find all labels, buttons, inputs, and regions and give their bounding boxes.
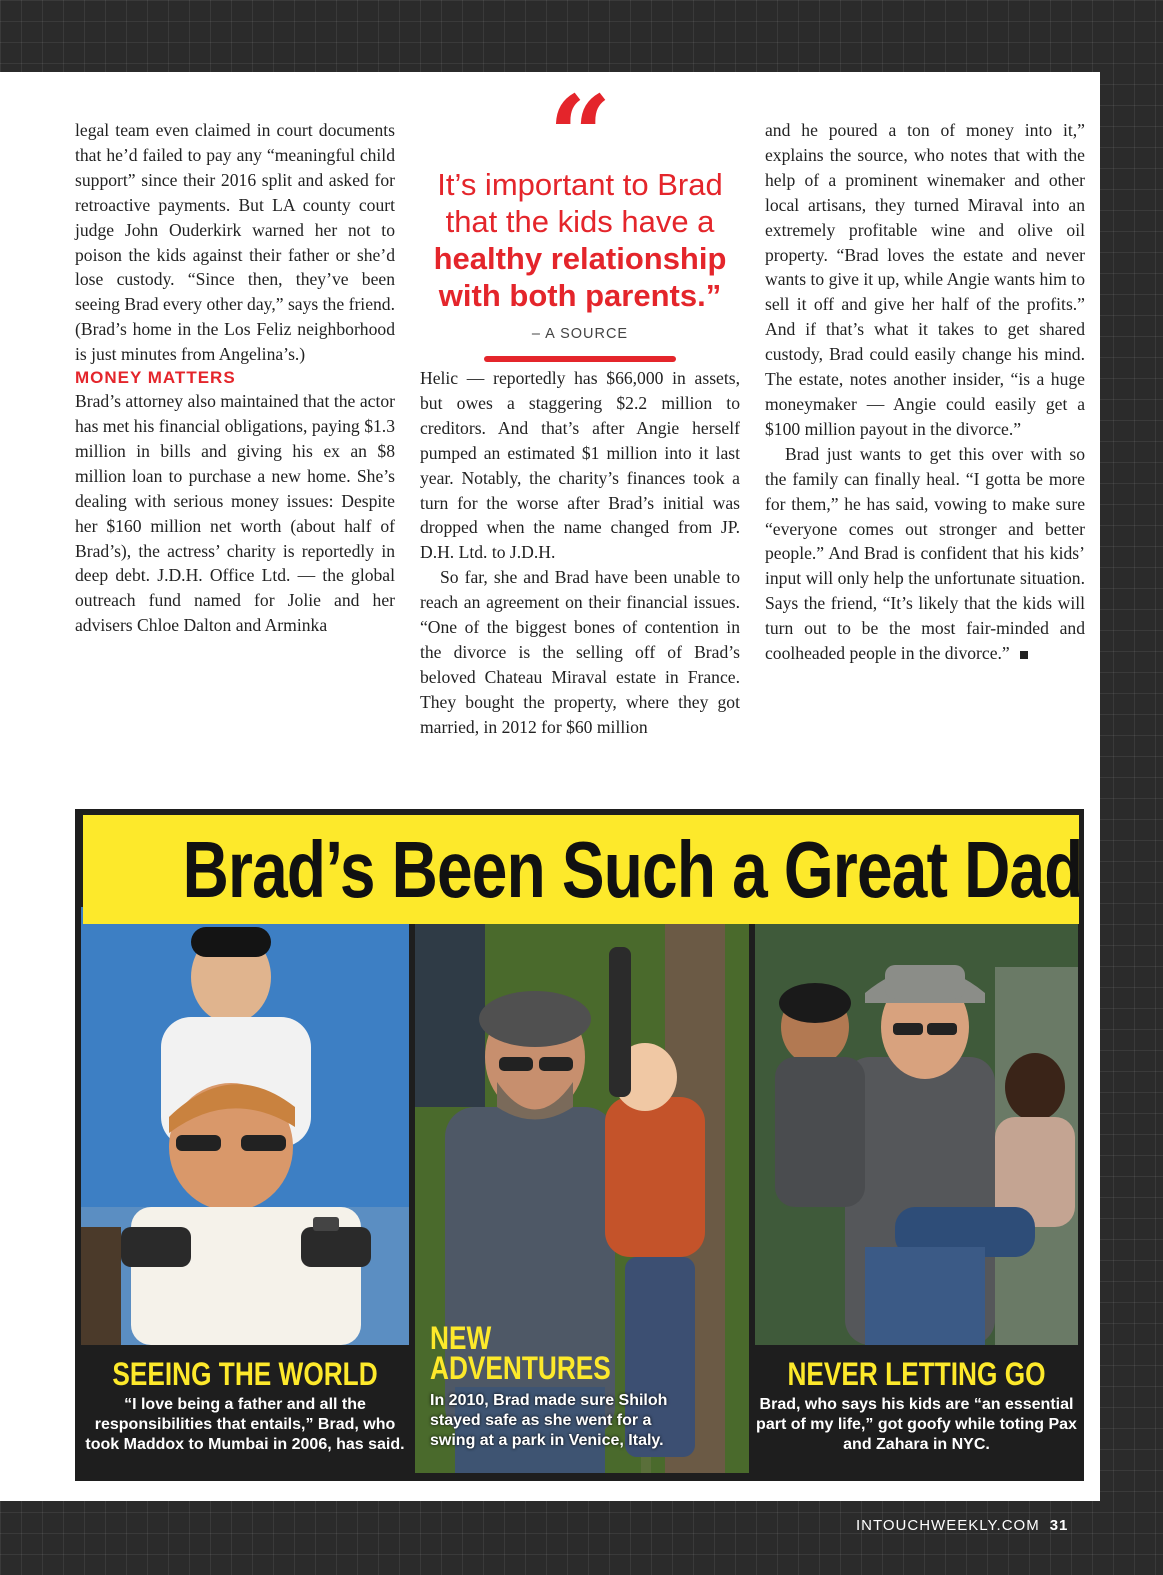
magazine-page (0, 72, 1100, 1501)
article-paragraph: Brad’s attorney also maintained that the actor has met his financial obligations, paying $1.3 million in bills and giving his ex an $8 million loan to purchase a new home. She’s dealing with serious money issues: Despite her $160 million net worth (about half of Brad’s), the actress’ charity is reportedly in deep debt. J.D.H. Office Ltd. — the global outreach fund named for Jolie and her advisers Chloe Dalton and Arminka (75, 391, 395, 636)
article-paragraph: Helic — reportedly has $66,000 in assets, but owes a staggering $2.2 million to creditors. And that’s after Angie herself pumped an estimated $1 million into it last year. Notably, the charity’s finances took a turn for the worse after Brad’s initial was dropped when the name changed from JP. D.H. Ltd. to J.D.H. (420, 368, 740, 563)
footer-site: INTOUCHWEEKLY.COM (856, 1517, 1040, 1534)
article-paragraph: Brad just wants to get this over with so the family can finally heal. “I gotta be more for them,” he has said, vowing to make sure “everyone comes out stronger and better people.” And Brad is confident that his kids’ input will only help the unfortunate situation. Says the friend, “It’s likely that the kids will turn out to be the most fair-minded and coolheaded people in the divorce.” (765, 443, 1085, 664)
caption-body: “I love being a father and all the responsibilities that entails,” Brad, who took Maddox to Mumbai in 2006, has said. (85, 1396, 405, 1453)
article-paragraph: legal team even claimed in court documents that he’d failed to pay any “meaningful child support” since their 2016 split and asked for retroactive payments. But LA county court judge John Ouderkirk warned her not to poison the kids against their father or she’d lose custody. “Since then, they’ve been seeing Brad every other day,” says the friend. (Brad’s home in the Los Feliz neighborhood is just minutes from Angelina’s.) (75, 120, 395, 365)
section-subhead: MONEY MATTERS (75, 368, 236, 388)
feature-banner (83, 815, 1083, 924)
caption-body: In 2010, Brad made sure Shiloh stayed safe as she went for a swing at a park in Venice, Italy. (430, 1392, 668, 1449)
end-mark-icon (1020, 651, 1028, 659)
page-number: 31 (1049, 1517, 1069, 1534)
caption-head: SEEING THE WORLD (112, 1356, 378, 1392)
caption-head-line: NEW (430, 1320, 492, 1356)
photo-never-letting-go (755, 907, 1078, 1345)
caption-head (430, 1320, 611, 1386)
caption-seeing-the-world (81, 1345, 409, 1473)
photo-seeing-the-world (81, 907, 409, 1345)
page-footer (856, 1517, 1068, 1534)
pull-quote-light: It’s important to Brad that the kids have a (437, 167, 723, 239)
article-column-1 (75, 118, 395, 638)
pull-quote-bold: healthy relationship with both parents.” (433, 241, 727, 313)
quote-mark-icon: “ (548, 71, 612, 200)
article-column-2 (420, 366, 740, 740)
pull-quote-text (420, 166, 740, 314)
caption-body: Brad, who says his kids are “an essential part of my life,” got goofy while toting Pax and Zahara in NYC. (756, 1396, 1077, 1453)
pull-quote (420, 71, 740, 362)
article-paragraph: So far, she and Brad have been unable to reach an agreement on their financial issues. “One of the biggest bones of contention in the divorce is the selling off of Brad’s beloved Chateau Miraval estate in France. They bought the property, where they got married, in 2012 for $60 million (420, 567, 740, 737)
photo-feature-panel (75, 809, 1084, 1481)
caption-head: NEVER LETTING GO (787, 1356, 1046, 1392)
pull-quote-source: – A SOURCE (531, 326, 629, 342)
photo-new-adventures (415, 907, 749, 1473)
article-paragraph-last (765, 442, 1085, 666)
pull-quote-divider (484, 356, 676, 362)
article-column-3 (765, 118, 1085, 666)
caption-head-line: ADVENTURES (430, 1350, 611, 1386)
feature-banner-title: Brad’s Been Such a Great Dad (182, 825, 1083, 914)
caption-never-letting-go (755, 1345, 1078, 1473)
article-paragraph: and he poured a ton of money into it,” explains the source, who notes that with the help of a prominent winemaker and other local artisans, they turned Miraval into an extremely profitable wine and olive oil property. “Brad loves the estate and never wants to give it up, while Angie wants him to sell it off and give her half of the profits.” And if that’s what it takes to get shared custody, Brad could easily change his mind. The estate, notes another insider, “is a huge moneymaker — Angie could easily get a $100 million payout in the divorce.” (765, 120, 1085, 439)
